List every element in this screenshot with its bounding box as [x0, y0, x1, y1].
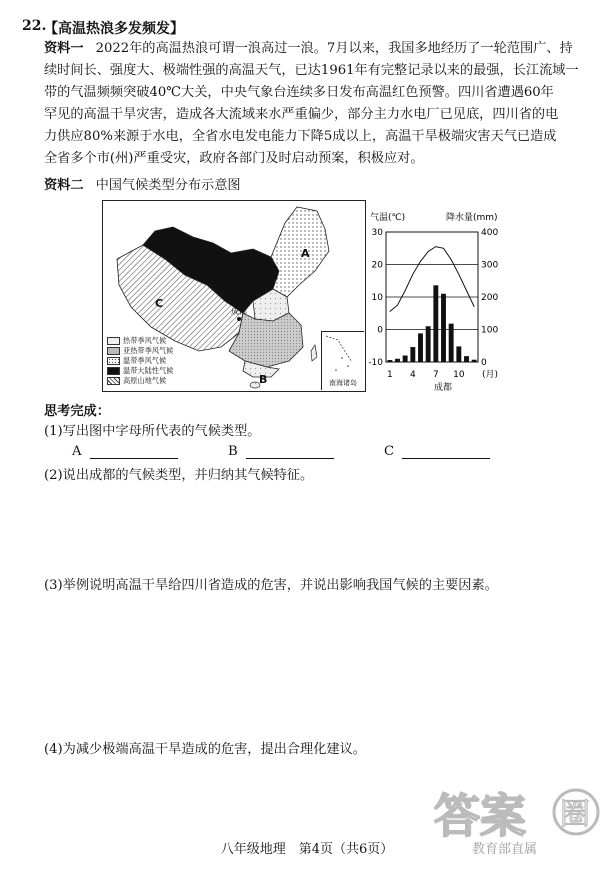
- y-left-tick-label: 10: [371, 293, 383, 303]
- material-one-line-2: 续时间长、强度大、极端性强的高温天气，已达1961年有完整记录以来的最强，长江流域一: [44, 63, 579, 78]
- material-one-line-1: 资料一 2022年的高温热浪可谓一浪高过一浪。7月以来，我国多地经历了一轮范围广、持: [44, 41, 573, 56]
- y-right-tick-label: 0: [481, 358, 487, 368]
- question-title: 【高温热浪多发频发】: [44, 21, 184, 37]
- y-left-tick-label: -10: [368, 358, 383, 368]
- y-right-tick-label: 300: [481, 260, 499, 271]
- chart-city-label: 成都: [434, 383, 453, 393]
- precipitation-bar: [387, 360, 392, 362]
- question-2: (2)说出成都的气候类型，并归纳其气候特征。: [44, 468, 314, 483]
- legend-item: 温带季风气候: [107, 356, 173, 366]
- answer-a: A: [72, 444, 178, 459]
- material-two: [44, 174, 241, 193]
- answer-a-blank[interactable]: [90, 444, 178, 459]
- x-tick-label: 10: [453, 370, 465, 380]
- y-right-tick-label: 200: [481, 293, 499, 303]
- precipitation-bar: [418, 333, 423, 362]
- page-footer: 八年级地理 第4页（共6页）: [220, 842, 394, 857]
- inset-map-shape: [322, 332, 364, 378]
- legend-item: 温带大陆性气候: [107, 366, 173, 376]
- precipitation-bar: [441, 294, 446, 362]
- map-letter-a: A: [301, 247, 310, 260]
- material-two-label: 资料二: [44, 178, 84, 193]
- precipitation-bar: [403, 356, 408, 363]
- y-right-tick-label: 100: [481, 325, 499, 336]
- question-1: (1)写出图中字母所代表的气候类型。: [44, 424, 261, 439]
- precipitation-bar: [472, 360, 477, 362]
- y-right-tick-label: 400: [481, 228, 499, 238]
- capital-star-icon: ★: [271, 271, 280, 282]
- think-label: 思考完成：: [44, 404, 110, 419]
- precipitation-bar: [464, 356, 469, 362]
- legend-item: 热带季风气候: [107, 336, 173, 346]
- question-3: (3)举例说明高温干旱给四川省造成的危害，并说出影响我国气候的主要因素。: [44, 578, 498, 593]
- material-one-label: 资料一: [44, 41, 84, 56]
- x-unit-label: (月): [482, 370, 499, 380]
- map-letter-c: C: [155, 297, 164, 310]
- y-left-tick-label: 20: [371, 260, 383, 271]
- precipitation-bar: [449, 324, 454, 362]
- watermark-text: 教育部直属: [472, 842, 538, 857]
- material-one-line-5: 力供应80%来源于水电，全省水电发电能力下降5成以上，高温干旱极端灾害天气已造成: [44, 129, 557, 144]
- legend-item: 高原山地气候: [107, 376, 173, 386]
- answer-b: B: [228, 444, 334, 459]
- precipitation-bar: [456, 346, 461, 362]
- precipitation-bar: [426, 326, 431, 362]
- x-tick-label: 1: [386, 370, 393, 380]
- chengdu-climate-chart: [366, 208, 516, 397]
- precipitation-bar: [433, 285, 438, 362]
- temperature-line: [390, 247, 474, 312]
- svg-text:圈: 圈: [560, 797, 590, 832]
- answer-c: C: [384, 444, 490, 459]
- left-axis-title: 气温(℃): [370, 213, 406, 223]
- answer-c-blank[interactable]: [402, 444, 490, 459]
- material-one: [44, 38, 592, 170]
- y-left-tick-label: 0: [377, 325, 383, 336]
- inset-label: 南海诸岛: [329, 379, 357, 387]
- answer-b-blank[interactable]: [246, 444, 334, 459]
- china-climate-map: [102, 200, 366, 392]
- material-one-line-6: 全省多个市(州)严重受灾，政府各部门及时启动预案，积极应对。: [44, 151, 424, 166]
- x-tick-label: 4: [409, 370, 416, 380]
- legend-item: 亚热带季风气候: [107, 346, 173, 356]
- question-4: (4)为减少极端高温干旱造成的危害，提出合理化建议。: [44, 742, 366, 757]
- material-one-line-3: 带的气温频频突破40℃大关，中央气象台连续多日发布高温红色预警。四川省遭遇60年: [44, 85, 554, 100]
- question-number: 22.: [22, 18, 47, 34]
- south-china-sea-inset: [321, 331, 364, 390]
- material-two-title: 中国气候类型分布示意图: [95, 178, 241, 193]
- chengdu-dot: [237, 317, 241, 321]
- map-city-chengdu: 成都: [231, 307, 247, 316]
- x-tick-label: 7: [432, 370, 439, 380]
- material-one-line-4: 罕见的高温干旱灾害，造成各大流域来水严重偏少，部分主力水电厂已见底，四川省的电: [44, 107, 559, 122]
- temperate-monsoon-region: [271, 207, 329, 297]
- map-letter-b: B: [259, 373, 268, 386]
- map-legend: [107, 336, 173, 386]
- climate-chart-svg: [366, 208, 516, 393]
- y-left-tick-label: 30: [371, 228, 383, 238]
- right-axis-title: 降水量(mm): [446, 213, 498, 223]
- precipitation-bar: [410, 347, 415, 362]
- precipitation-bar: [395, 359, 400, 362]
- taiwan-island: [311, 345, 317, 361]
- svg-text:答案: 答案: [434, 789, 526, 843]
